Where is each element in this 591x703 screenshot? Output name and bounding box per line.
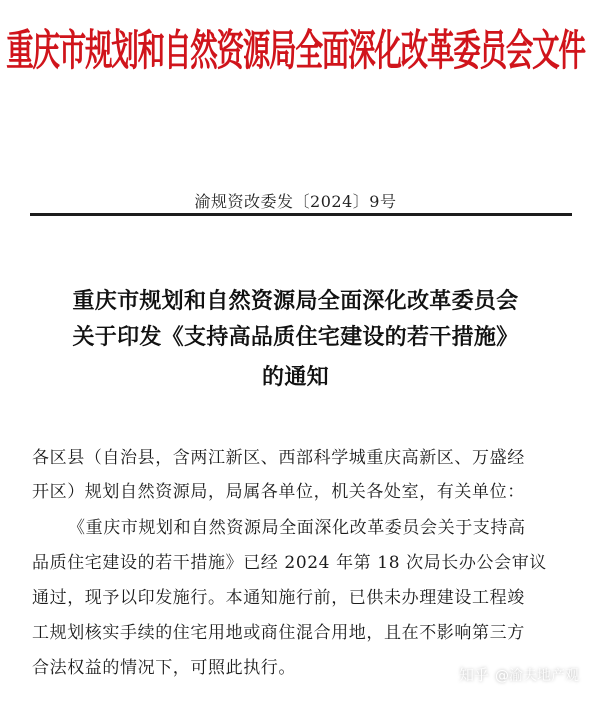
header-divider (30, 213, 572, 216)
title-line-1: 重庆市规划和自然资源局全面深化改革委员会 (72, 289, 519, 314)
watermark-author: @渝夫地产观 (495, 667, 579, 684)
body-line-2: 开区）规划自然资源局，局属各单位，机关各处室，有关单位： (32, 482, 525, 502)
body-line-6: 工规划核实手续的住宅用地或商住混合用地，且在不影响第三方 (32, 623, 525, 643)
body-line-4: 品质住宅建设的若干措施》已经 2024 年第 18 次局长办公会审议 (32, 553, 547, 573)
body-line-3: 《重庆市规划和自然资源局全面深化改革委员会关于支持高 (68, 518, 526, 538)
body-line-1: 各区县（自治县，含两江新区、西部科学城重庆高新区、万盛经 (32, 448, 525, 468)
title-line-2: 关于印发《支持高品质住宅建设的若干措施》 (72, 325, 519, 350)
body-line-5: 通过，现予以印发施行。本通知施行前，已供未办理建设工程竣 (32, 588, 525, 608)
document-masthead: 重庆市规划和自然资源局全面深化改革委员会文件 (6, 26, 585, 76)
title-line-3: 的通知 (262, 365, 329, 390)
watermark (459, 664, 579, 685)
watermark-platform: 知乎 (458, 666, 489, 684)
body-line-7: 合法权益的情况下，可照此执行。 (32, 658, 296, 678)
document-number: 渝规资改委发〔2024〕9号 (194, 192, 397, 211)
